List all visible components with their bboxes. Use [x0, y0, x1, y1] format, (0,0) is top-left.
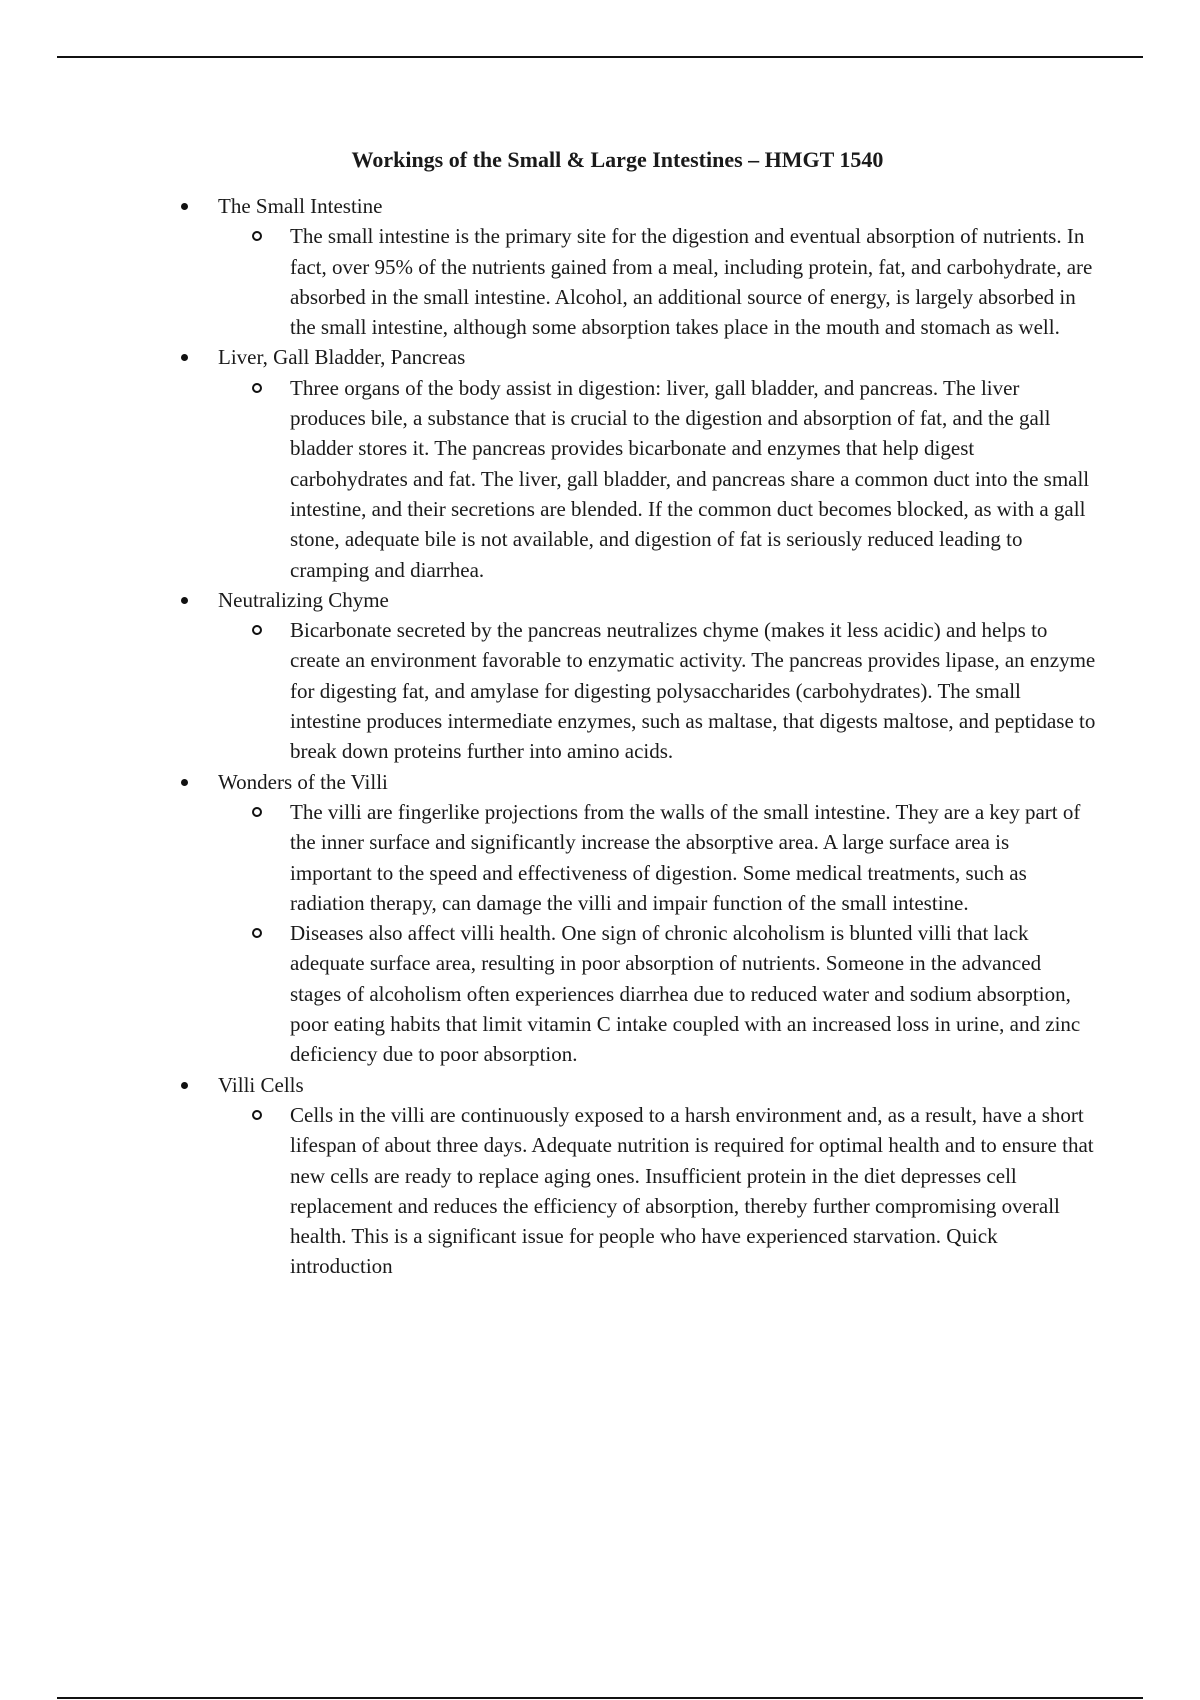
point-list	[218, 373, 1096, 585]
list-item	[290, 797, 1096, 918]
section-heading: The Small Intestine	[218, 194, 383, 218]
bottom-rule	[57, 1697, 1143, 1699]
hollow-bullet-icon	[252, 625, 262, 635]
point-list	[218, 221, 1096, 342]
point-text: The villi are fingerlike projections from the walls of the small intestine. They are a key part of the inner surface and significantly increase the absorptive area. A large surface area is important to the speed and effectiveness of digestion. Some medical treatments, such as radiation therapy, can damage the villi and impair function of the small intestine.	[290, 799, 1081, 915]
point-text: Bicarbonate secreted by the pancreas neutralizes chyme (makes it less acidic) and helps to create an environment favorable to enzymatic activity. The pancreas provides lipase, an enzyme for digesting fat, and amylase for digesting polysaccharides (carbohydrates). The small intestine produces intermediate enzymes, such as maltase, that digests maltose, and peptidase to break down proteins further into amino acids.	[290, 618, 1096, 764]
bullet-icon	[181, 203, 188, 210]
point-text: Three organs of the body assist in digestion: liver, gall bladder, and pancreas. The liver produces bile, a substance that is crucial to the digestion and absorption of fat, and the gall bladder stores it. The pancreas provides bicarbonate and enzymes that help digest carbohydrates and fat. The liver, gall bladder, and pancreas share a common duct into the small intestine, and their secretions are blended. If the common duct becomes blocked, as with a gall stone, adequate bile is not available, and digestion of fat is seriously reduced leading to cramping and diarrhea.	[290, 375, 1090, 582]
section-heading: Villi Cells	[218, 1072, 304, 1097]
section-list	[176, 191, 1096, 1282]
point-text: Diseases also affect villi health. One sign of chronic alcoholism is blunted villi that lack adequate surface area, resulting in poor absorption of nutrients. Someone in the advanced stages of alcoholism often experiences diarrhea due to reduced water and sodium absorption, poor eating habits that limit vitamin C intake coupled with an increased loss in urine, and zinc deficiency due to poor absorption.	[290, 921, 1081, 1067]
point-text: Cells in the villi are continuously exposed to a harsh environment and, as a result, have a short lifespan of about three days. Adequate nutrition is required for optimal health and to ensure that new cells are ready to replace aging ones. Insufficient protein in the diet depresses cell replacement and reduces the efficiency of absorption, thereby further compromising overall health. This is a significant issue for people who have experienced starvation. Quick introduction	[290, 1102, 1094, 1279]
list-item	[290, 373, 1096, 585]
section-wonders-of-the-villi	[176, 767, 1096, 1070]
list-item	[290, 615, 1096, 766]
document-title: Workings of the Small & Large Intestines – HMGT 1540	[351, 147, 884, 172]
list-item	[290, 1100, 1096, 1282]
bullet-icon	[181, 597, 188, 604]
hollow-bullet-icon	[252, 231, 262, 241]
list-item	[290, 221, 1096, 342]
bullet-icon	[181, 779, 188, 786]
hollow-bullet-icon	[252, 928, 262, 938]
section-small-intestine	[176, 191, 1096, 342]
point-text: The small intestine is the primary site for the digestion and eventual absorption of nutrients. In fact, over 95% of the nutrients gained from a meal, including protein, fat, and carbohydrate, are absorbed in the small intestine. Alcohol, an additional source of energy, is largely absorbed in the small intestine, although some absorption takes place in the mouth and stomach as well.	[290, 224, 1093, 340]
section-heading: Wonders of the Villi	[218, 769, 388, 794]
hollow-bullet-icon	[252, 807, 262, 817]
hollow-bullet-icon	[252, 383, 262, 393]
section-neutralizing-chyme	[176, 585, 1096, 767]
bullet-icon	[181, 1082, 188, 1089]
section-heading: Neutralizing Chyme	[218, 587, 389, 612]
section-liver-gall-bladder-pancreas	[176, 342, 1096, 584]
section-heading: Liver, Gall Bladder, Pancreas	[218, 345, 466, 370]
point-list	[218, 797, 1096, 1070]
list-item	[290, 918, 1096, 1069]
top-rule	[57, 56, 1143, 58]
point-list	[218, 615, 1096, 766]
bullet-icon	[181, 354, 188, 361]
section-villi-cells	[176, 1070, 1096, 1282]
point-list	[218, 1100, 1096, 1282]
hollow-bullet-icon	[252, 1110, 262, 1120]
